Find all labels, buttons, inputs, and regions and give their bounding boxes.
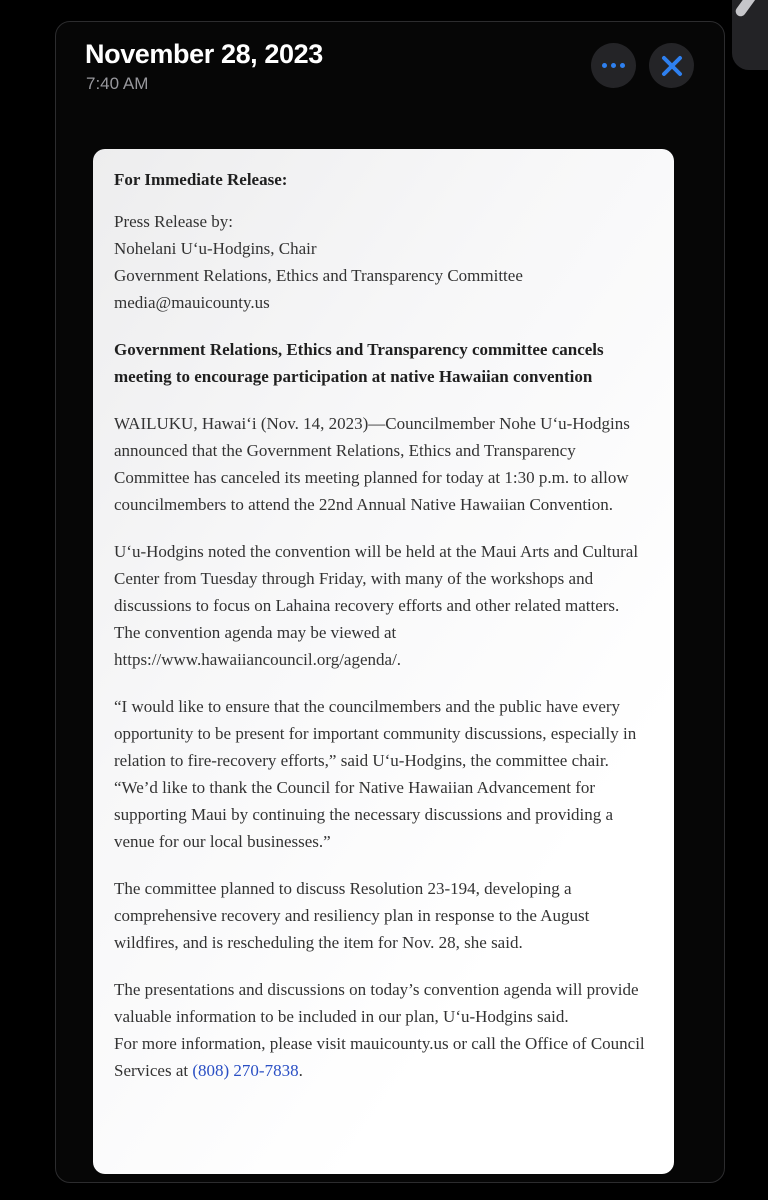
contact-period: . (298, 1061, 303, 1080)
close-icon (660, 54, 684, 78)
paragraph-resolution: The committee planned to discuss Resolution 23-194, developing a comprehensive recovery and resiliency plan in response to the August wildfires, and is rescheduling the item for Nov. 28, she said. (114, 879, 590, 952)
byline-line-press-release-by: Press Release by: (114, 212, 233, 231)
paragraph-convention-venue: Uʻu-Hodgins noted the convention will be held at the Maui Arts and Cultural Center from Tuesday through Friday, with many of the workshops and discussions to focus on Lahaina recovery efforts and other related matters. The convention agenda may be viewed at https://www.hawaiiancouncil.org/agenda/. (114, 542, 639, 669)
release-label: For Immediate Release: (114, 170, 288, 189)
paragraph-presentations: The presentations and discussions on today’s convention agenda will provide valuable information to be included in our plan, Uʻu-Hodgins said. (114, 980, 639, 1026)
header-actions (591, 43, 694, 88)
corner-pill (734, 0, 759, 18)
ellipsis-icon (602, 63, 625, 68)
headline: Government Relations, Ethics and Transparency committee cancels meeting to encourage participation at native Hawaiian convention (114, 340, 604, 386)
paragraph-quote: “I would like to ensure that the councilmembers and the public have every opportunity to be present for important community discussions, especially in relation to fire-recovery efforts,” said Uʻu-Hodgins, the committee chair. “We’d like to thank the Council for Native Hawaiian Advancement for supporting Maui by continuing the necessary discussions and providing a venue for our local businesses.” (114, 697, 637, 851)
byline-line-author: Nohelani Uʻu-Hodgins, Chair (114, 239, 317, 258)
timestamp: 7:40 AM (86, 74, 149, 93)
corner-overlay (732, 0, 768, 70)
contact-text: For more information, please visit mauicounty.us or call the Office of Council Services at (114, 1034, 645, 1080)
page-title: November 28, 2023 (85, 39, 323, 69)
panel-header (56, 22, 724, 149)
paragraph-dateline: WAILUKU, Hawaiʻi (Nov. 14, 2023)—Councilmember Nohe Uʻu-Hodgins announced that the Government Relations, Ethics and Transparency Committee has canceled its meeting planned for today at 1:30 p.m. to allow councilmembers to attend the 22nd Annual Native Hawaiian Convention. (114, 414, 630, 514)
press-release-panel (55, 21, 725, 1183)
close-button[interactable] (649, 43, 694, 88)
footer-contact (114, 1030, 649, 1084)
press-release-document (93, 149, 674, 1174)
more-options-button[interactable] (591, 43, 636, 88)
byline-line-committee: Government Relations, Ethics and Transparency Committee (114, 266, 523, 285)
byline-line-email: media@mauicounty.us (114, 293, 270, 312)
byline (114, 208, 649, 316)
phone-link[interactable]: (808) 270-7838 (192, 1061, 299, 1080)
